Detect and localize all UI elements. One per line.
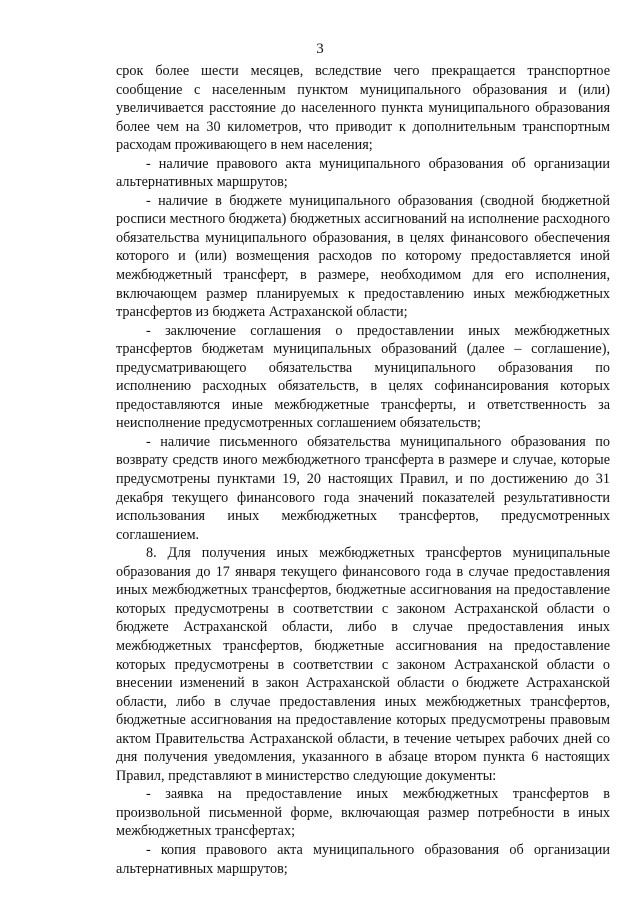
paragraph-act-copy: - копия правового акта муниципального образования об организации альтернативных маршрутов;	[116, 841, 610, 877]
paragraph-agreement: - заключение соглашения о предоставлении иных межбюджетных трансфертов бюджетам муниципальных образований (далее – соглашение), предусматривающего обязательства муниципального образования по исполнению расходных обязательств, в целях софинансирования которых предоставляются иные межбюджетные трансферты, и ответственность за неисполнение предусмотренных соглашением обязательств;	[116, 322, 610, 432]
paragraph-written-obligation: - наличие письменного обязательства муниципального образования по возврату средств иного межбюджетного трансферта в размере и случае, которые предусмотрены пунктами 19, 20 настоящих Правил, и по достижению до 31 декабря текущего финансового года значений показателей результативности использования иных межбюджетных трансфертов, предусмотренных соглашением.	[116, 433, 610, 543]
paragraph-point-8: 8. Для получения иных межбюджетных трансфертов муниципальные образования до 17 января текущего финансового года в случае предоставления иных межбюджетных трансфертов, бюджетные ассигнования на предоставление которых предусмотрены в соответствии с законом Астраханской области о бюджете Астраханской области, либо в случае предоставления иных межбюджетных трансфертов, бюджетные ассигнования на предоставление которых предусмотрены в соответствии с законом Астраханской области о внесении изменений в закон Астраханской области о бюджете Астраханской области, либо в случае предоставления иных межбюджетных трансфертов, бюджетные ассигнования на предоставление которых предусмотрены правовым актом Правительства Астраханской области, в течение четырех рабочих дней со дня получения уведомления, указанного в абзаце втором пункта 6 настоящих Правил, представляют в министерство следующие документы:	[116, 545, 610, 784]
document-body	[116, 62, 610, 878]
paragraph-continuation: срок более шести месяцев, вследствие чего прекращается транспортное сообщение с населенным пунктом муниципального образования и (или) увеличивается расстояние до населенного пункта муниципального образования более чем на 30 километров, что приводит к дополнительным транспортным расходам проживающего в нем населения;	[116, 63, 610, 154]
paragraph-application: - заявка на предоставление иных межбюджетных трансфертов в произвольной письменной форме, включающая размер потребности в иных межбюджетных трансфертах;	[116, 786, 610, 840]
paragraph-budget-allocations: - наличие в бюджете муниципального образования (сводной бюджетной росписи местного бюджета) бюджетных ассигнований на исполнение расходного обязательства муниципального образования, в целях финансового обеспечения которого и (или) возмещения расходов по которому предоставляется иной межбюджетный трансферт, в размере, необходимом для его исполнения, включающем размер планируемых к предоставлению иных межбюджетных трансфертов из бюджета Астраханской области;	[116, 192, 610, 321]
paragraph-alternative-routes-act: - наличие правового акта муниципального образования об организации альтернативных маршрутов;	[116, 155, 610, 191]
page-number: 3	[316, 41, 324, 57]
